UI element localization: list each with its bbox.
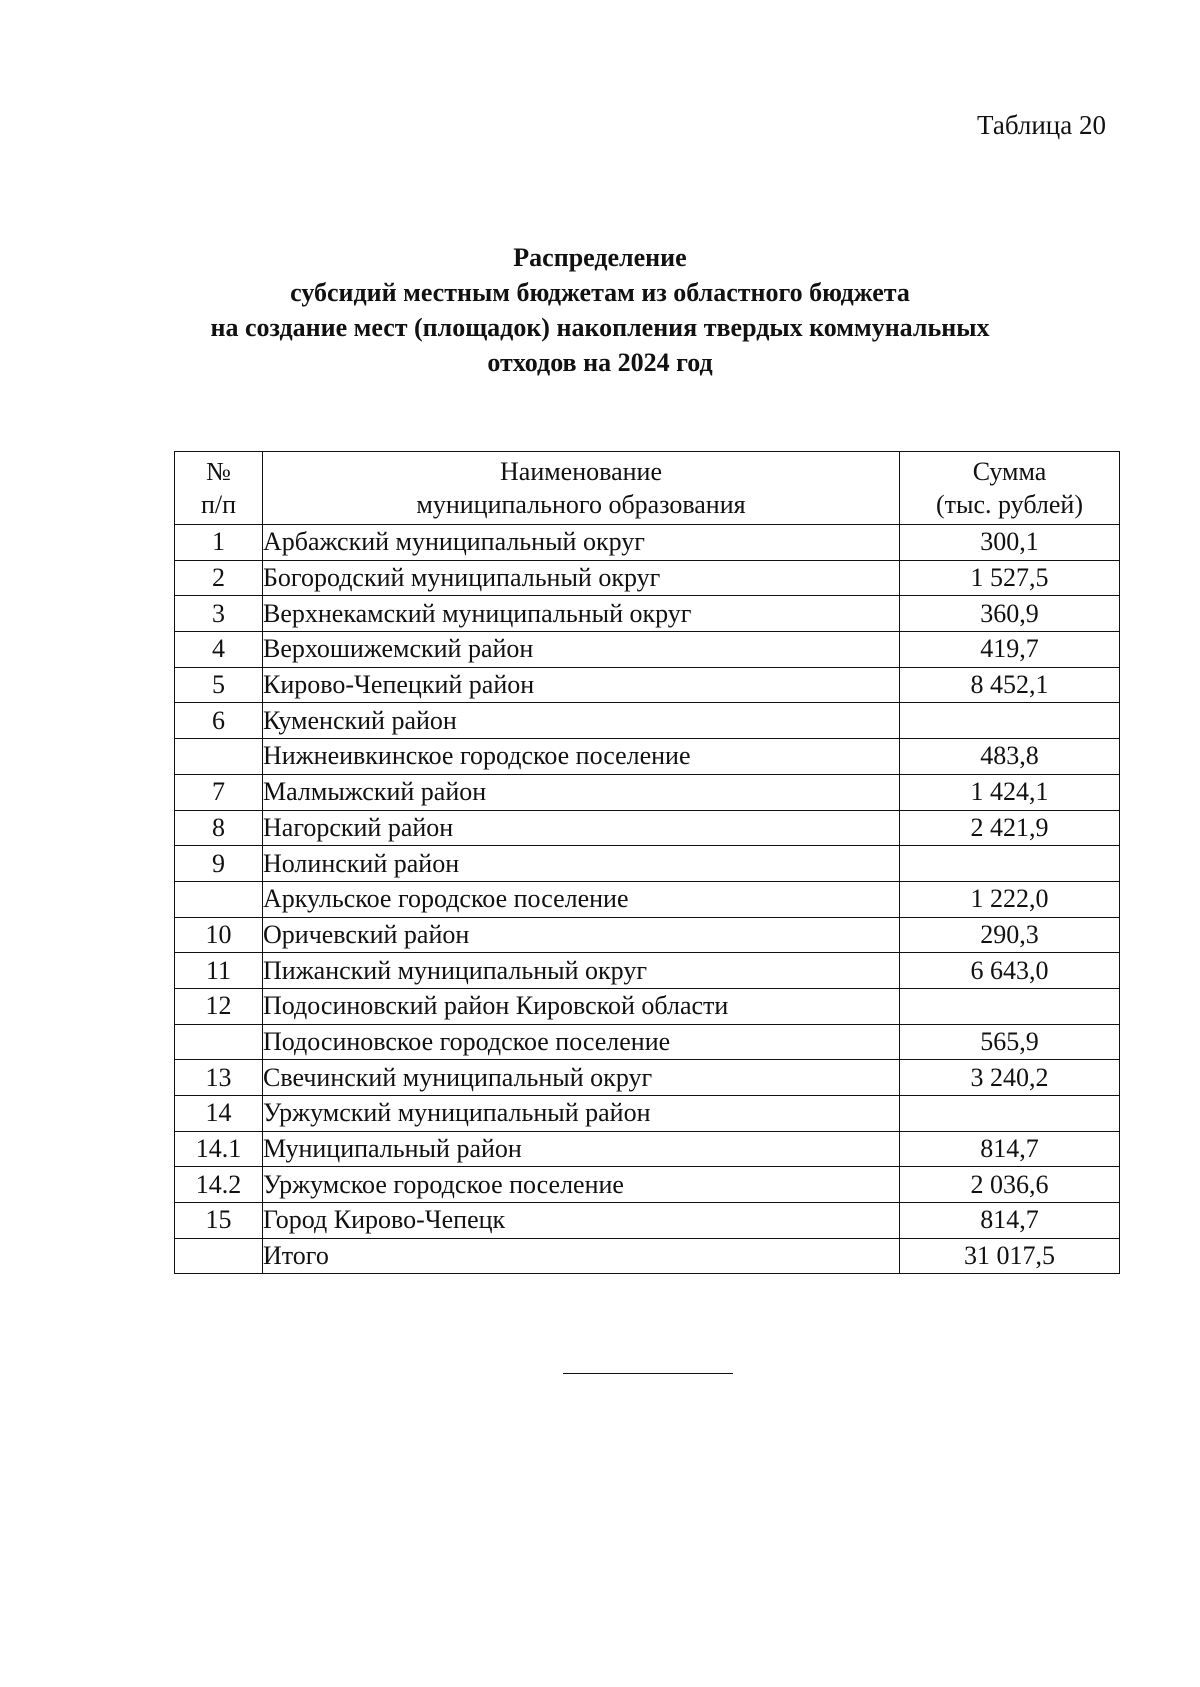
table-row: [175, 1060, 1120, 1096]
table-row: [175, 917, 1120, 953]
table-row: [175, 988, 1120, 1024]
row-name: Город Кирово-Чепецк: [263, 1203, 900, 1239]
row-name: Верхнекамский муниципальный округ: [263, 596, 900, 632]
header-sum: [900, 452, 1120, 525]
row-name: Кирово-Чепецкий район: [263, 667, 900, 703]
row-sum: 3 240,2: [900, 1060, 1120, 1096]
table-row: [175, 632, 1120, 668]
header-number-line2: п/п: [200, 490, 237, 519]
title-line: Распределение: [513, 243, 687, 272]
table-row: [175, 881, 1120, 917]
table-row: [175, 953, 1120, 989]
row-number: [175, 1024, 263, 1060]
row-sum: 419,7: [900, 632, 1120, 668]
row-name: Подосиновское городское поселение: [263, 1024, 900, 1060]
row-name: Свечинский муниципальный округ: [263, 1060, 900, 1096]
table-row: [175, 1203, 1120, 1239]
row-name: Арбажский муниципальный округ: [263, 525, 900, 561]
row-sum: 483,8: [900, 739, 1120, 775]
table-row: [175, 739, 1120, 775]
table-row: [175, 667, 1120, 703]
row-sum: 360,9: [900, 596, 1120, 632]
header-number-line1: №: [206, 457, 231, 486]
row-number: 13: [175, 1060, 263, 1096]
table-body: [175, 525, 1120, 1274]
row-number: [175, 881, 263, 917]
row-sum: 814,7: [900, 1203, 1120, 1239]
row-number: 12: [175, 988, 263, 1024]
row-number: 5: [175, 667, 263, 703]
row-sum: [900, 988, 1120, 1024]
total-row-number: [175, 1238, 263, 1274]
row-name: Куменский район: [263, 703, 900, 739]
document-title: [0, 240, 1200, 380]
row-sum: [900, 846, 1120, 882]
row-name: Нолинский район: [263, 846, 900, 882]
row-name: Верхошижемский район: [263, 632, 900, 668]
bottom-divider-line: [563, 1373, 733, 1374]
table-row: [175, 703, 1120, 739]
row-number: 6: [175, 703, 263, 739]
row-sum: 6 643,0: [900, 953, 1120, 989]
total-row-label: Итого: [263, 1238, 900, 1274]
row-number: 11: [175, 953, 263, 989]
row-number: 14.1: [175, 1131, 263, 1167]
row-sum: 1 424,1: [900, 774, 1120, 810]
row-sum: 814,7: [900, 1131, 1120, 1167]
row-name: Нагорский район: [263, 810, 900, 846]
row-sum: [900, 703, 1120, 739]
row-number: [175, 739, 263, 775]
row-number: 4: [175, 632, 263, 668]
row-sum: 565,9: [900, 1024, 1120, 1060]
header-name: [263, 452, 900, 525]
table-header: [175, 452, 1120, 525]
row-name: Аркульское городское поселение: [263, 881, 900, 917]
row-name: Подосиновский район Кировской области: [263, 988, 900, 1024]
row-sum: 1 527,5: [900, 560, 1120, 596]
header-sum-line1: Сумма: [972, 457, 1047, 486]
header-name-line2: муниципального образования: [416, 490, 746, 519]
row-number: 2: [175, 560, 263, 596]
row-number: 9: [175, 846, 263, 882]
row-number: 8: [175, 810, 263, 846]
table-row: [175, 1131, 1120, 1167]
table-row: [175, 560, 1120, 596]
row-name: Малмыжский район: [263, 774, 900, 810]
row-sum: [900, 1096, 1120, 1132]
subsidy-table: [174, 451, 1120, 1274]
total-row: [175, 1238, 1120, 1274]
total-row-sum: 31 017,5: [900, 1238, 1120, 1274]
row-sum: 290,3: [900, 917, 1120, 953]
table-row: [175, 525, 1120, 561]
header-sum-line2: (тыс. рублей): [935, 490, 1083, 519]
row-name: Оричевский район: [263, 917, 900, 953]
table-row: [175, 1096, 1120, 1132]
row-name: Нижнеивкинское городское поселение: [263, 739, 900, 775]
row-name: Уржумский муниципальный район: [263, 1096, 900, 1132]
row-number: 15: [175, 1203, 263, 1239]
row-name: Богородский муниципальный округ: [263, 560, 900, 596]
header-name-line1: Наименование: [500, 457, 662, 486]
row-number: 10: [175, 917, 263, 953]
header-row: [175, 452, 1120, 525]
row-sum: 300,1: [900, 525, 1120, 561]
table-row: [175, 810, 1120, 846]
row-number: 14.2: [175, 1167, 263, 1203]
row-sum: 2 036,6: [900, 1167, 1120, 1203]
row-number: 14: [175, 1096, 263, 1132]
row-name: Муниципальный район: [263, 1131, 900, 1167]
row-sum: 2 421,9: [900, 810, 1120, 846]
row-number: 7: [175, 774, 263, 810]
table-row: [175, 774, 1120, 810]
table-row: [175, 1167, 1120, 1203]
row-number: 1: [175, 525, 263, 561]
table-row: [175, 1024, 1120, 1060]
header-number: [175, 452, 263, 525]
row-sum: 8 452,1: [900, 667, 1120, 703]
row-number: 3: [175, 596, 263, 632]
title-line: субсидий местным бюджетам из областного бюджета: [290, 278, 910, 307]
table-number-label: Таблица 20: [977, 110, 1106, 140]
title-line: на создание мест (площадок) накопления твердых коммунальных: [210, 313, 990, 342]
table-row: [175, 846, 1120, 882]
row-name: Пижанский муниципальный округ: [263, 953, 900, 989]
title-line: отходов на 2024 год: [487, 348, 713, 377]
row-sum: 1 222,0: [900, 881, 1120, 917]
row-name: Уржумское городское поселение: [263, 1167, 900, 1203]
table-row: [175, 596, 1120, 632]
